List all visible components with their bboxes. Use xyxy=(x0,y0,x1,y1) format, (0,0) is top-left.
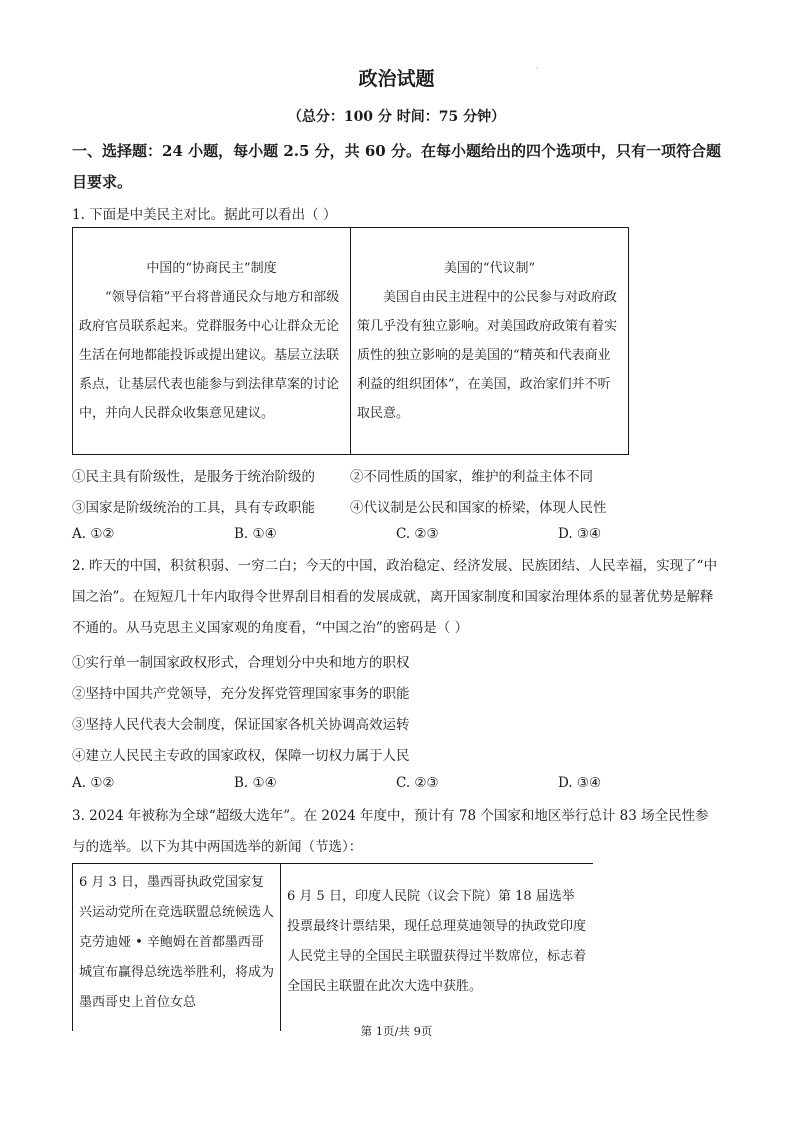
q3-right-body: 6 月 5 日，印度人民院（议会下院）第 18 届选举投票最终计票结果，现任总理莫迪领导的执政党印度人民党主导的全国民主联盟获得过半数席位，标志着全国民主联盟在此次大选中获胜。 xyxy=(287,889,587,994)
q1-statement-1: ①民主具有阶级性，是服务于统治阶级的 xyxy=(72,469,315,485)
q1-right-title: 美国的“代议制” xyxy=(443,261,536,276)
page-footer: 第 1页/共 9页 xyxy=(360,1024,433,1038)
section-heading: 一、选择题：24 小题，每小题 2.5 分，共 60 分。在每小题给出的四个选项中，只有一项符合题目要求。 xyxy=(72,142,721,191)
q2-stem: 2. 昨天的中国，积贫积弱、一穷二白；今天的中国，政治稳定、经济发展、民族团结、人民幸福，实现了“中国之治”。在短短几十年内取得令世界刮目相看的发展成就，离开国家制度和国家治理体系的显著优势是解释不通的。从马克思主义国家观的角度看，“中国之治”的密码是（ ） xyxy=(72,558,718,636)
q3-left-body: 6 月 3 日，墨西哥执政党国家复兴运动党所在竞选联盟总统候选人克劳迪娅 • 辛鲍姆在首都墨西哥城宣布赢得总统选举胜利，将成为墨西哥史上首位女总 xyxy=(79,875,275,1010)
page-subtitle: （总分：100 分 时间：75 分钟） xyxy=(287,109,506,125)
q2-option-c[interactable]: C. ②③ xyxy=(396,775,439,791)
q2-statement-1: ①实行单一制国家政权形式，合理划分中央和地方的职权 xyxy=(72,655,410,671)
q1-left-cell xyxy=(73,228,351,455)
q3-right-cell xyxy=(281,864,594,1032)
q2-statement-4: ④建立人民民主专政的国家政权，保障一切权力属于人民 xyxy=(72,748,410,764)
q1-option-a[interactable]: A. ①② xyxy=(72,526,115,542)
q1-right-body: 美国自由民主进程中的公民参与对政府政策几乎没有独立影响。对美国政府政策有着实质性的独立影响的是美国的“精英和代表商业利益的组织团体”，在美国，政治家们并不听取民意。 xyxy=(357,290,618,421)
q1-statement-2: ②不同性质的国家，维护的利益主体不同 xyxy=(350,469,593,485)
q1-stem: 1. 下面是中美民主对比。据此可以看出（ ） xyxy=(72,207,337,223)
q2-option-d[interactable]: D. ③④ xyxy=(558,775,602,791)
q3-news-table-clip xyxy=(72,863,593,1031)
q1-left-title: 中国的“协商民主”制度 xyxy=(146,261,277,276)
page-title: 政治试题 xyxy=(358,68,435,90)
q3-news-table xyxy=(72,863,593,1031)
q3-stem: 3. 2024 年被称为全球“超级大选年”。在 2024 年度中，预计有 78 个国家和地区举行总计 83 场全民性参与的选举。以下为其中两国选举的新闻（节选）： xyxy=(72,808,709,855)
q2-statement-3: ③坚持人民代表大会制度，保证国家各机关协调高效运转 xyxy=(72,717,410,733)
q1-statement-4: ④代议制是公民和国家的桥梁，体现人民性 xyxy=(350,500,607,516)
q1-option-b[interactable]: B. ①④ xyxy=(234,526,277,542)
q1-right-cell xyxy=(351,228,629,455)
q3-left-cell xyxy=(73,864,281,1032)
scan-mark: · xyxy=(536,64,539,73)
q2-option-b[interactable]: B. ①④ xyxy=(234,775,277,791)
q1-option-d[interactable]: D. ③④ xyxy=(558,526,602,542)
q2-option-a[interactable]: A. ①② xyxy=(72,775,115,791)
q1-left-body: “领导信箱”平台将普通民众与地方和部级政府官员联系起来。党群服务中心让群众无论生活在何地都能投诉或提出建议。基层立法联系点，让基层代表也能参与到法律草案的讨论中，并向人民群众收集意见建议。 xyxy=(79,290,340,421)
q1-comparison-table xyxy=(72,227,629,455)
q1-statement-3: ③国家是阶级统治的工具，具有专政职能 xyxy=(72,500,315,516)
q1-option-c[interactable]: C. ②③ xyxy=(396,526,439,542)
q2-statement-2: ②坚持中国共产党领导，充分发挥党管理国家事务的职能 xyxy=(72,686,410,702)
